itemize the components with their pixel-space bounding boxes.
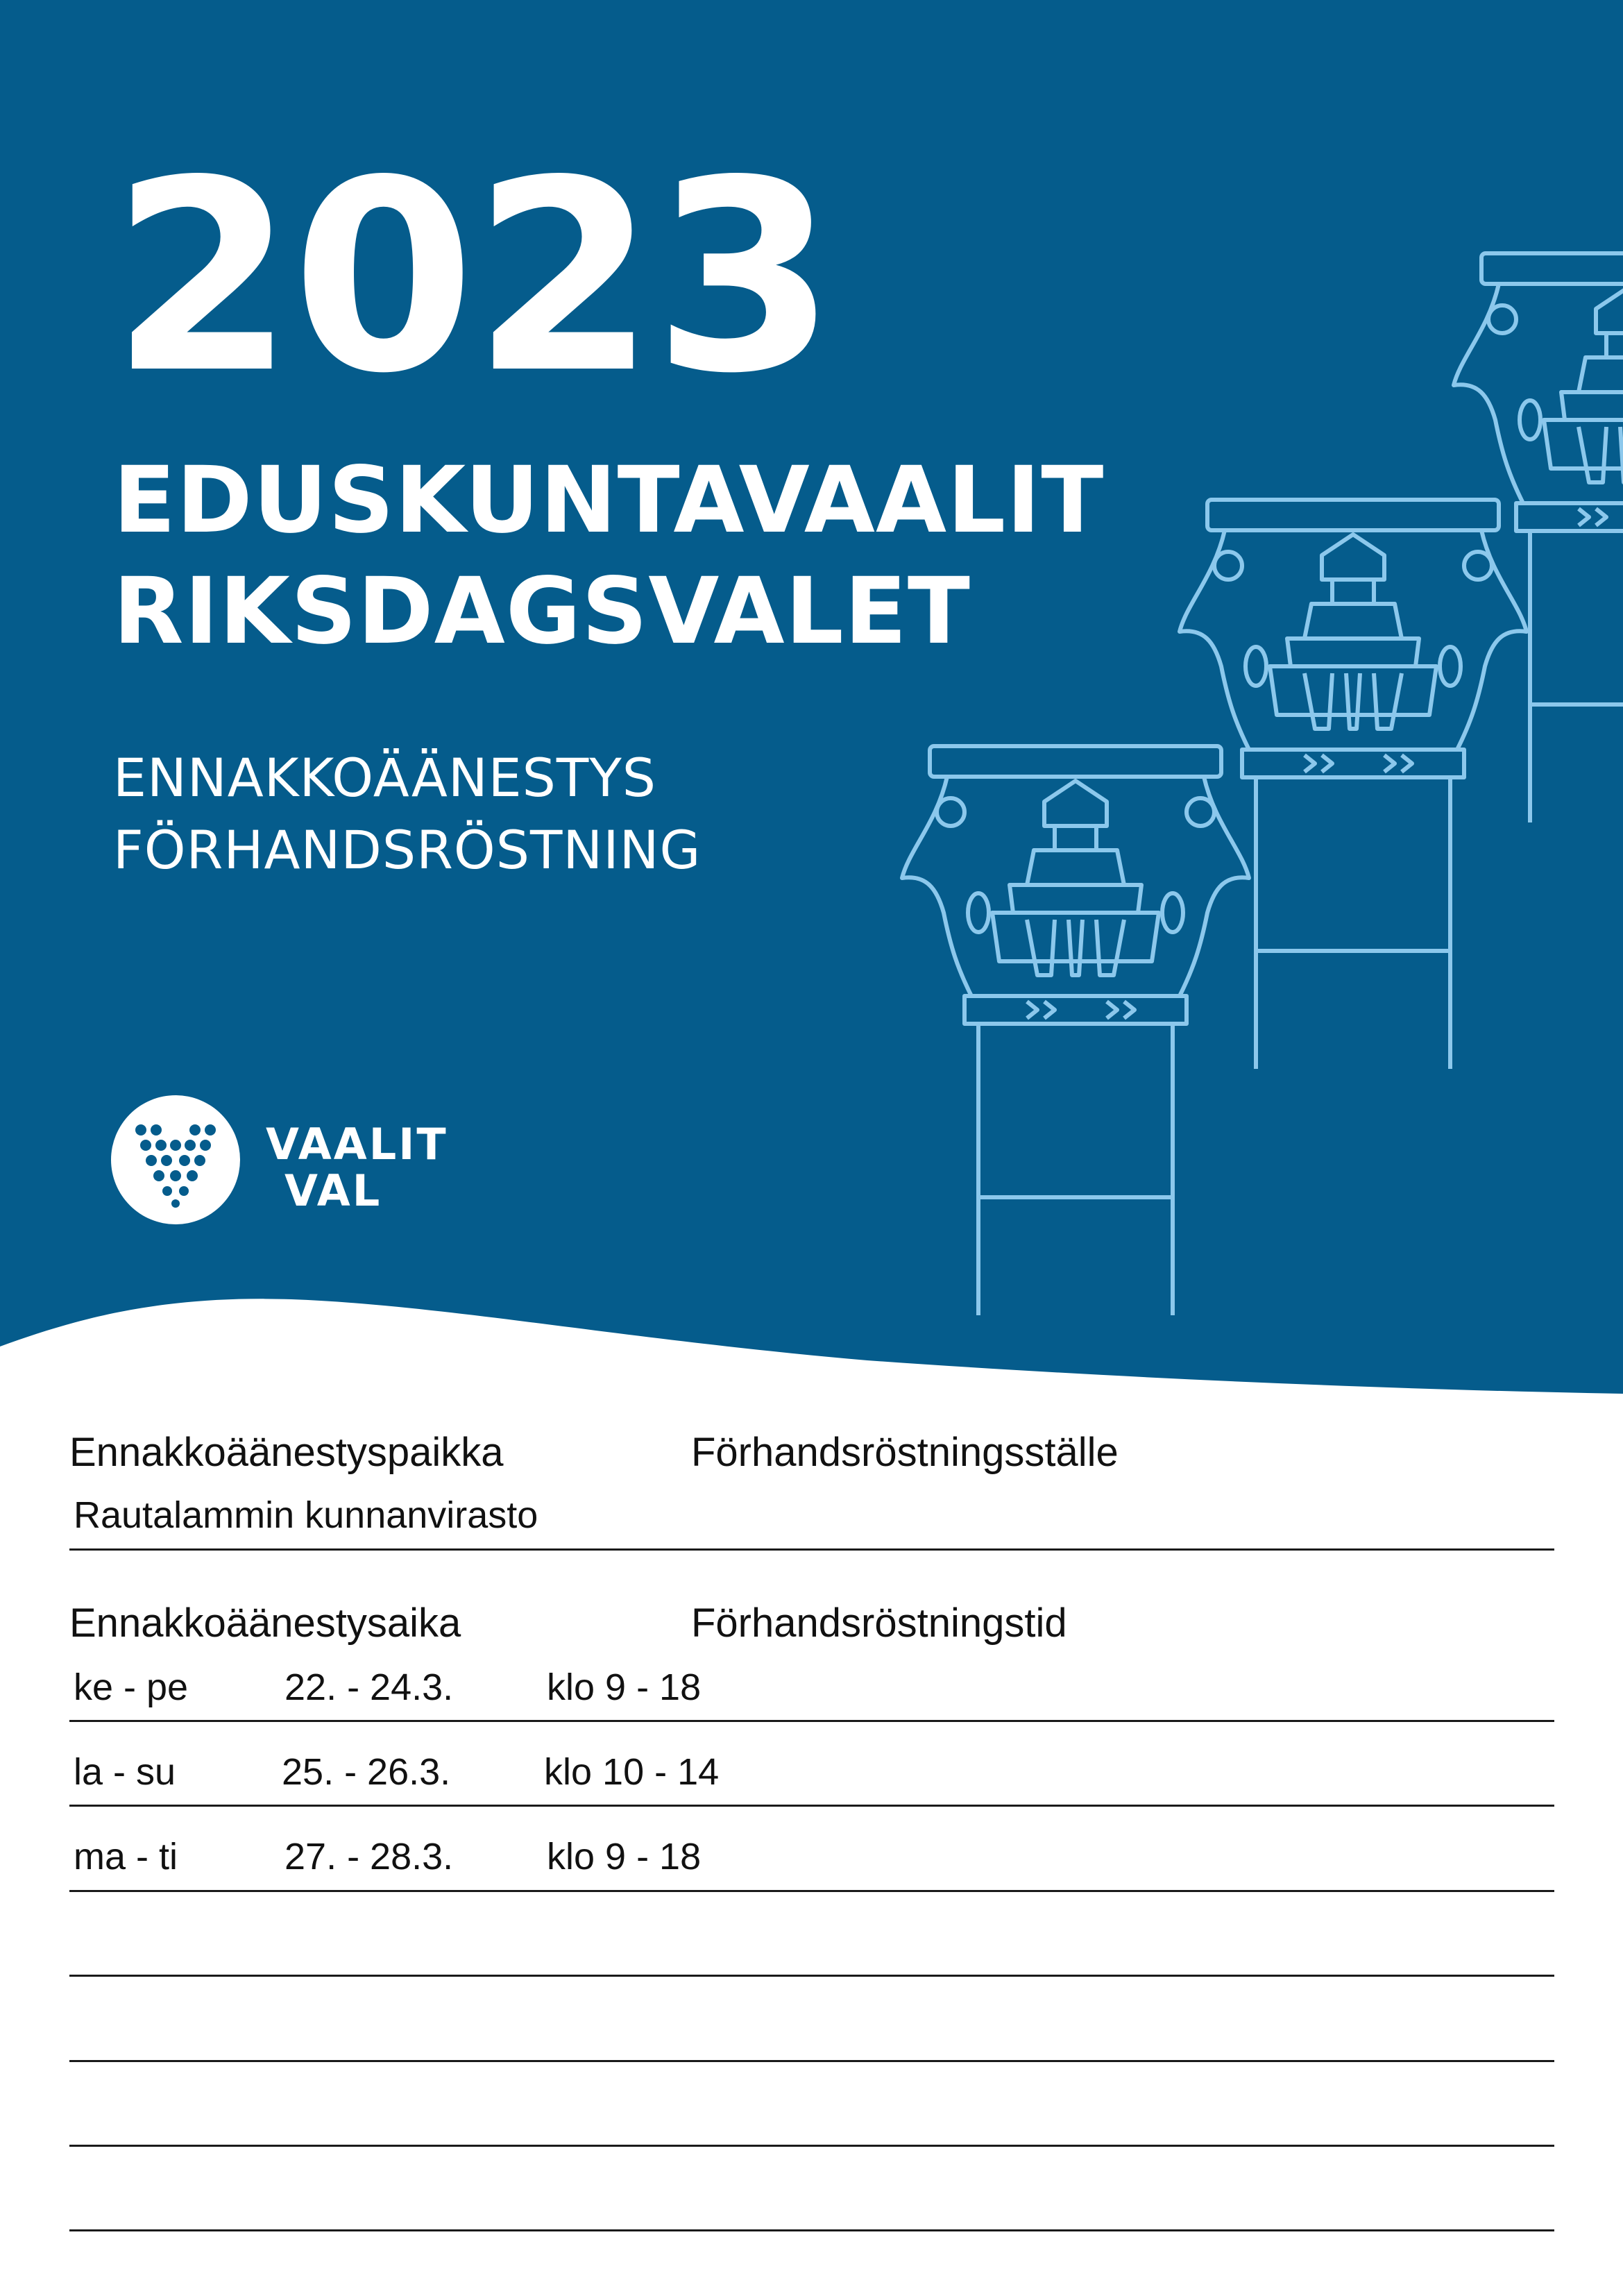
divider xyxy=(69,1720,1554,1722)
divider xyxy=(69,1548,1554,1551)
time-label-swedish: Förhandsröstningstid xyxy=(691,1601,1067,1646)
place-label-finnish: Ennakkoäänestyspaikka xyxy=(69,1430,504,1475)
logo-text-finnish: VAALIT xyxy=(266,1119,448,1170)
logo-text-swedish: VAL xyxy=(284,1165,382,1216)
divider xyxy=(69,1805,1554,1807)
vaalit-logo-icon xyxy=(111,1095,240,1224)
blank-line xyxy=(69,1975,1554,1977)
time-label-finnish: Ennakkoäänestysaika xyxy=(69,1601,461,1646)
time-row-days: ma - ti xyxy=(74,1836,178,1877)
place-value: Rautalammin kunnanvirasto xyxy=(74,1494,538,1536)
time-row-dates: 22. - 24.3. xyxy=(284,1666,454,1708)
time-row-hours: klo 10 - 14 xyxy=(544,1751,720,1793)
time-row-hours: klo 9 - 18 xyxy=(547,1666,702,1708)
blank-line xyxy=(69,2145,1554,2147)
subtitle-swedish: FÖRHANDSRÖSTNING xyxy=(113,819,702,881)
subtitle-finnish: ENNAKKOÄÄNESTYS xyxy=(113,747,657,809)
title-finnish: EDUSKUNTAVAALIT xyxy=(113,447,1105,554)
time-row-dates: 25. - 26.3. xyxy=(282,1751,451,1793)
divider xyxy=(69,1890,1554,1892)
title-swedish: RIKSDAGSVALET xyxy=(113,558,971,665)
blank-line xyxy=(69,2060,1554,2062)
blank-line xyxy=(69,2229,1554,2231)
time-row-days: la - su xyxy=(74,1751,176,1793)
time-row-dates: 27. - 28.3. xyxy=(284,1836,454,1877)
place-label-swedish: Förhandsröstningsställe xyxy=(691,1430,1119,1475)
time-row-days: ke - pe xyxy=(74,1666,189,1708)
time-row-hours: klo 9 - 18 xyxy=(547,1836,702,1877)
v-dots-icon xyxy=(111,1095,240,1224)
election-year: 2023 xyxy=(111,124,834,431)
